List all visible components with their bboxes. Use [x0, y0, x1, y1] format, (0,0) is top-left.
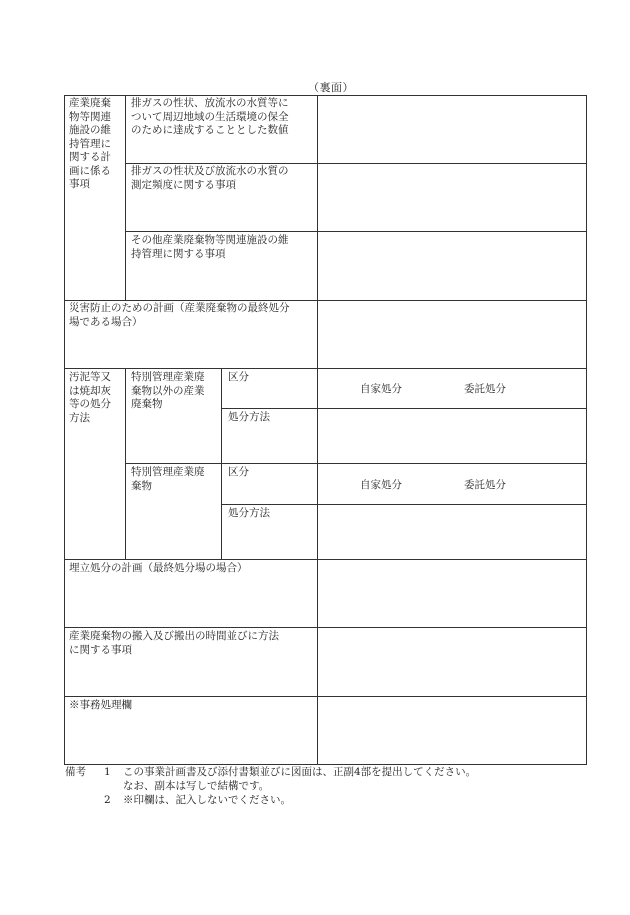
self-disposal-option[interactable]: 自家処分: [360, 383, 402, 395]
special-waste-line: 特別管理産業廃: [131, 466, 205, 478]
section-divider-sludge: [64, 368, 587, 369]
consigned-disposal-option[interactable]: 委託処分: [464, 479, 506, 491]
disposal-method-label: 処分方法: [228, 411, 270, 423]
transport-schedule-label: [69, 630, 316, 657]
note-text: ※印欄は、記入しないでください。: [123, 794, 291, 806]
disposal-method-value[interactable]: [318, 505, 586, 559]
measurement-frequency-line: 排ガスの性状及び放流水の水質の: [131, 165, 289, 177]
measurement-frequency-line: 測定頻度に関する事項: [131, 178, 236, 191]
landfill-plan-line: 埋立処分の計画（最終処分場の場合）: [69, 562, 248, 574]
other-maintenance-line: その他産業廃棄物等関連施設の維: [131, 234, 289, 246]
disposal-method-label: 処分方法: [228, 507, 270, 519]
maintenance-label-line: 産業廃棄: [69, 97, 111, 109]
note-text: この事業計画書及び添付書類並びに図面は、正副4部を提出してください。: [123, 766, 477, 778]
category-label: 区分: [228, 371, 249, 383]
note-number: 1: [104, 766, 111, 778]
special-waste-line: 棄物: [131, 479, 152, 492]
disposal-method-value[interactable]: [318, 409, 586, 463]
non-special-waste-line: 廃棄物: [131, 398, 163, 410]
table-border-right: [586, 95, 587, 765]
sludge-disposal-line: は焼却灰: [69, 384, 111, 397]
maintenance-label: [69, 97, 123, 192]
non-special-waste-line: 特別管理産業廃: [131, 371, 205, 383]
disaster-prevention-line: 場である場合）: [69, 315, 143, 328]
office-use-value: [318, 697, 586, 764]
sludge-disposal-line: 等の処分: [69, 398, 111, 410]
page-label: （裏面）: [308, 81, 354, 94]
emission-target-line: 排ガスの性状、放流水の水質等に: [131, 97, 289, 109]
emission-target-value[interactable]: [318, 96, 586, 163]
maintenance-label-line: 物等関連: [69, 110, 111, 123]
maintenance-label-line: 施設の維: [69, 124, 111, 136]
other-maintenance-label: [131, 234, 316, 261]
disaster-prevention-line: 災害防止のための計画（産業廃棄物の最終処分: [69, 302, 290, 314]
sludge-group-separator: [125, 463, 587, 464]
other-maintenance-line: 持管理に関する事項: [131, 247, 226, 260]
emission-target-line: ついて周辺地域の生活環境の保全: [131, 110, 289, 123]
self-disposal-option[interactable]: 自家処分: [360, 479, 402, 491]
sludge-disposal-line: 汚泥等又: [69, 371, 111, 383]
sludge-disposal-line: 方法: [69, 411, 90, 424]
consigned-disposal-option[interactable]: 委託処分: [464, 383, 506, 395]
measurement-frequency-label: [131, 165, 316, 192]
maintenance-label-divider: [125, 95, 126, 300]
disaster-prevention-label: [69, 302, 316, 329]
emission-target-label: [131, 97, 316, 138]
landfill-plan-value[interactable]: [318, 560, 586, 627]
office-use-line: ※事務処理欄: [69, 699, 132, 711]
office-use-label: [69, 699, 316, 713]
non-special-waste-line: 棄物以外の産業: [131, 384, 205, 397]
note-text: なお、副本は写しで結構です。: [123, 780, 270, 792]
maintenance-label-line: 関する計: [69, 151, 111, 163]
other-maintenance-value[interactable]: [318, 232, 586, 300]
transport-schedule-value[interactable]: [318, 628, 586, 696]
note-number: 2: [104, 794, 111, 806]
category-label: 区分: [228, 466, 249, 478]
landfill-plan-label: [69, 562, 316, 576]
transport-schedule-line: 産業廃棄物の搬入及び搬出の時間並びに方法: [69, 630, 279, 642]
emission-target-line: のために達成することとした数値: [131, 124, 289, 136]
table-border-left: [64, 95, 65, 765]
special-waste-label: [131, 466, 219, 493]
measurement-frequency-value[interactable]: [318, 164, 586, 231]
sludge-disposal-label: [69, 371, 123, 425]
maintenance-label-line: 持管理に: [69, 137, 111, 150]
maintenance-label-line: 画に係る: [69, 164, 111, 177]
transport-schedule-line: に関する事項: [69, 643, 132, 656]
notes-label: 備考: [65, 766, 86, 778]
disaster-prevention-value[interactable]: [318, 301, 586, 368]
maintenance-label-line: 事項: [69, 178, 90, 190]
non-special-waste-label: [131, 371, 219, 412]
